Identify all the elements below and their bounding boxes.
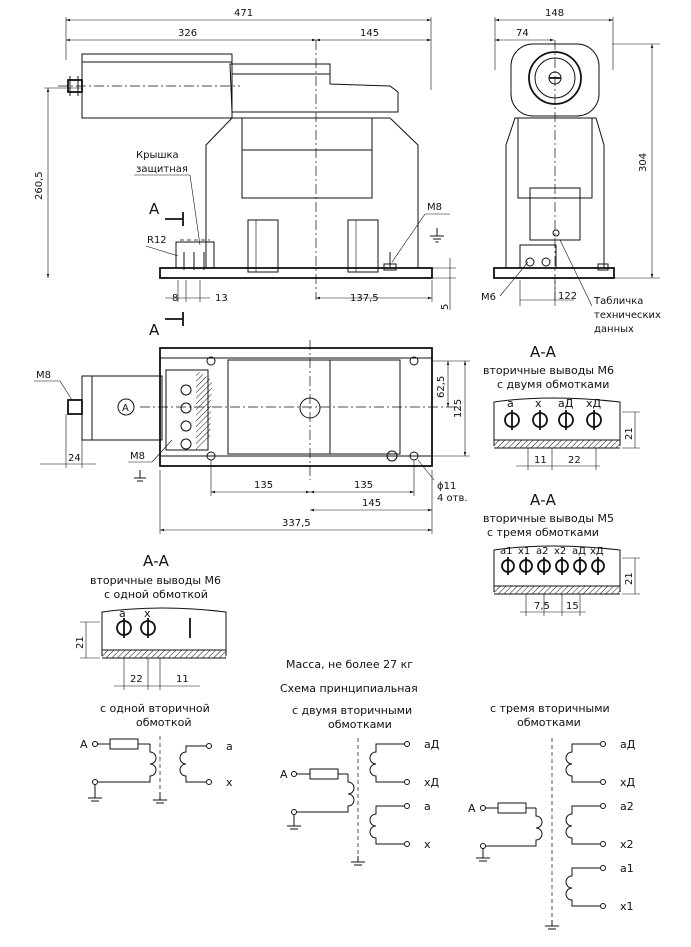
sec1-label-ad: aД [558,397,574,410]
sec3-title: А-А [143,552,169,570]
label-m8-plan-b: М8 [130,451,145,462]
dim-8: 8 [172,293,179,304]
dim-337-5: 337,5 [282,518,311,529]
sec3-dim-11: 11 [176,674,189,685]
sec1-label-x: x [535,397,542,410]
schematic-three-windings [468,702,636,929]
label-tab-3: данных [594,324,634,335]
sch1-x: x [226,776,233,789]
sec1-line1: вторичные выводы М6 [483,364,615,377]
dim-304: 304 [638,152,649,172]
sch3-a2: a2 [620,800,634,813]
side-view [481,8,661,335]
label-r12: R12 [147,235,167,246]
sch2-A: А [280,768,288,781]
label-krysh-2: защитная [136,164,188,175]
dim-122: 122 [558,291,578,302]
scheme-title: Схема принципиальная [280,682,418,695]
front-view [34,8,456,339]
section-one-winding [75,552,226,690]
sec2-label-a2: a2 [536,546,549,557]
sec3-label-x: x [144,607,151,620]
dim-125: 125 [453,398,464,418]
sec3-label-a: a [119,607,126,620]
dim-471: 471 [234,8,254,19]
sec2-line2: с тремя обмотками [487,526,599,539]
sec1-title: А-А [530,343,556,361]
sch3-xD: xД [620,776,636,789]
sec2-label-x2: x2 [554,546,567,557]
sch1-A: А [80,738,88,751]
dim-145-plan: 145 [362,498,382,509]
label-m8-plan-a: М8 [36,370,51,381]
schematic-one-winding [80,702,233,803]
sch2-title-2: обмотками [328,718,392,731]
label-krysh-1: Крышка [136,150,179,161]
sch2-title-1: с двумя вторичными [292,704,413,717]
sec1-label-xd: xД [586,397,602,410]
section-mark-bottom: А [149,321,160,339]
sch3-x1: x1 [620,900,634,913]
section-three-windings [483,491,640,616]
sch2-x: x [424,838,431,851]
sec3-line2: с одной обмоткой [104,588,208,601]
sec2-label-xd: xД [590,546,604,557]
dim-148: 148 [545,8,565,19]
mass-text: Масса, не более 27 кг [286,658,414,671]
sch3-aD: aД [620,738,636,751]
sec3-dim-22: 22 [130,674,143,685]
label-m6: М6 [481,292,496,303]
label-m8: М8 [427,202,442,213]
sch1-title-2: обмоткой [136,716,192,729]
label-hole-count: 4 отв. [437,493,468,504]
sec1-label-a: a [507,397,514,410]
sch3-title-2: обмотками [517,716,581,729]
sec2-label-ad: aД [572,546,586,557]
label-tab-2: технических [594,310,661,321]
sec3-dim-21: 21 [75,636,86,649]
sec1-dim-21: 21 [624,427,635,440]
dim-135-left: 135 [254,480,274,491]
label-tab-1: Табличка [594,296,644,307]
dim-13: 13 [215,293,228,304]
sch1-a: a [226,740,233,753]
dim-260-5: 260,5 [34,171,45,200]
sec2-title: А-А [530,491,556,509]
sec2-dim-7-5: 7,5 [534,601,550,612]
sch3-a1: a1 [620,862,634,875]
sec2-label-a1: a1 [500,546,513,557]
dim-62-5: 62,5 [436,375,447,398]
sch2-aD: aД [424,738,440,751]
label-hole-d11: ϕ11 [437,481,457,492]
schematic-two-windings [280,704,440,865]
sch3-x2: x2 [620,838,634,851]
plan-view [34,340,470,534]
dim-74: 74 [516,28,529,39]
sch3-A: А [468,802,476,815]
plan-a-mark: А [122,403,129,414]
sec2-label-x1: x1 [518,546,531,557]
section-mark-top: А [149,200,160,218]
dim-145: 145 [360,28,380,39]
sec1-line2: с двумя обмотками [497,378,610,391]
dim-137-5: 137,5 [350,293,379,304]
sec1-dim-11: 11 [534,455,547,466]
dim-326: 326 [178,28,198,39]
sec2-line1: вторичные выводы М5 [483,512,615,525]
sec1-dim-22: 22 [568,455,581,466]
sec2-dim-21: 21 [624,572,635,585]
sch2-xD: xД [424,776,440,789]
sch2-a: a [424,800,431,813]
sch3-title-1: с тремя вторичными [490,702,610,715]
dim-135-right: 135 [354,480,374,491]
sec2-dim-15: 15 [566,601,579,612]
dim-5: 5 [440,303,451,310]
section-two-windings [483,343,640,470]
sec3-line1: вторичные выводы М6 [90,574,222,587]
sch1-title-1: с одной вторичной [100,702,210,715]
dim-24: 24 [68,453,81,464]
